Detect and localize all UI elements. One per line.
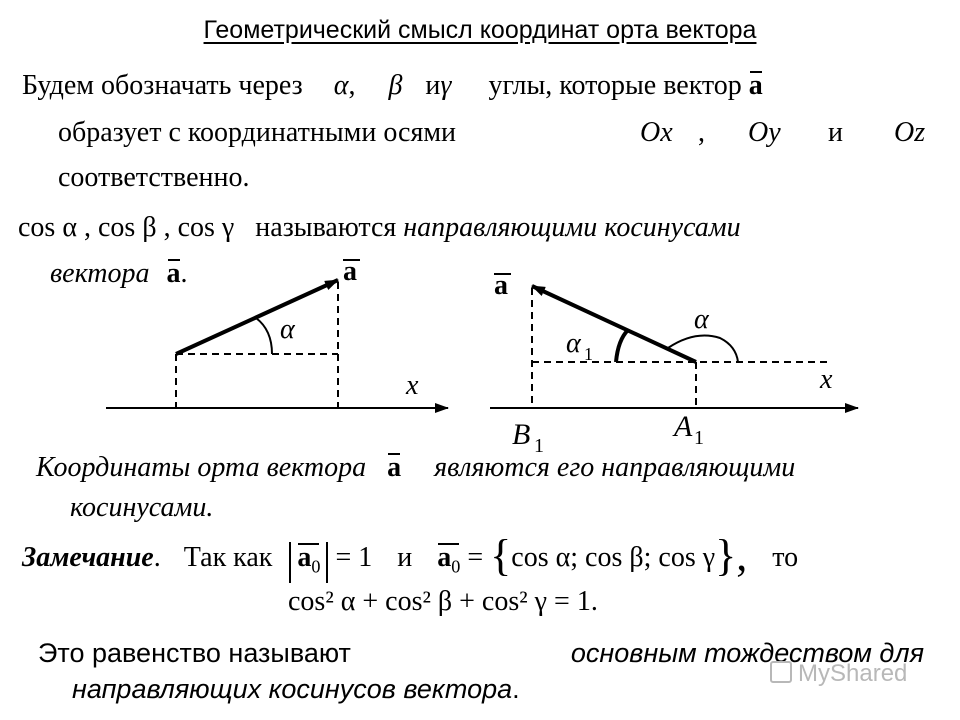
vector-arrow [176,280,338,354]
statement-text: являются его направляющими [434,452,796,483]
statement-line-2 [70,492,213,524]
identity-text: cos² α + cos² β + cos² γ = 1. [288,586,598,617]
directional-cosines-term: направляющими косинусами [403,212,741,243]
axis-oz: Oz [894,117,926,148]
and-word: и [425,70,441,101]
point-b-subscript: 1 [534,435,544,457]
vector-symbol: a [297,542,312,573]
angle1-arc [616,330,628,362]
cos-alpha: cos α [18,212,77,243]
conclusion-text: Это равенство называют [38,638,351,668]
right-diagram [480,260,880,460]
axis-ox: Ox [640,117,673,148]
of-vector-word: вектора [50,258,150,289]
angle-label: α [694,304,709,335]
intro-line-3 [58,162,249,194]
unit-vector-norm [289,542,328,583]
comma: , [163,212,171,243]
conclusion-line-2 [72,674,520,705]
remark-line [22,530,798,583]
equals-one: = 1 [335,542,373,573]
watermark-text: MyShared [798,660,908,687]
then-word: то [772,542,799,573]
and-word: и [828,117,843,148]
vector-arrow [532,286,696,362]
called-word: называются [255,212,397,243]
since-word: Так как [183,542,273,573]
vector-a: a [387,452,402,483]
point-a-label: A [674,410,693,443]
and-word: и [397,542,413,573]
vector-subscript: 0 [451,556,461,577]
axis-oy: Oy [748,117,781,148]
intro-text: образует с координатными осями [58,117,457,148]
conclusion-text: направляющих косинусов вектора [72,674,513,704]
period: . [180,258,188,289]
gamma-symbol: γ [440,70,452,101]
slide-icon [770,661,792,683]
remark-label: Замечание [22,542,154,573]
axis-label: x [406,370,419,401]
brace-close: }, [715,531,748,580]
cos-gamma: cos γ [177,212,235,243]
axis-label: x [820,364,833,395]
vector-label: a [494,270,508,301]
definition-line-1 [18,212,741,244]
angle-label: α [280,314,295,345]
intro-text: углы, которые вектор [488,70,742,101]
vector-a: a [748,70,763,101]
equals-sign: = [467,542,484,573]
brace-open: { [490,531,512,580]
point-a-subscript: 1 [694,427,704,449]
watermark [770,660,907,688]
cos-beta: cos β [98,212,157,243]
cosine-components: cos α; cos β; cos γ [511,542,716,573]
angle1-subscript: 1 [584,344,593,364]
vector-subscript: 0 [311,556,321,577]
angle1-label: α [566,328,581,359]
statement-text: Координаты орта вектора [36,452,367,483]
comma: , [698,117,705,148]
vector-a: a [166,258,181,289]
left-diagram [100,250,460,430]
intro-line-2 [58,117,938,149]
period: . [512,674,520,704]
unit-vector [437,542,460,578]
comma: , [84,212,91,243]
intro-line-1 [22,70,763,102]
statement-line-1 [36,452,795,484]
unit-vector [297,542,320,583]
vector-label: a [343,256,357,287]
alpha-symbol: α [333,70,349,101]
statement-text: косинусами. [70,492,214,523]
period: . [153,542,161,573]
intro-text: Будем обозначать через [22,70,303,101]
intro-text: соответственно. [58,162,250,193]
beta-symbol: β [388,70,403,101]
vector-symbol: a [437,542,452,573]
slide-title: Геометрический смысл координат орта вектора [203,16,757,44]
angle-arc [668,336,738,362]
point-b-label: B [512,418,531,451]
identity-term: основным тождеством для [570,638,924,668]
comma: , [348,70,356,101]
angle-arc [256,318,272,354]
identity-formula [288,586,598,618]
